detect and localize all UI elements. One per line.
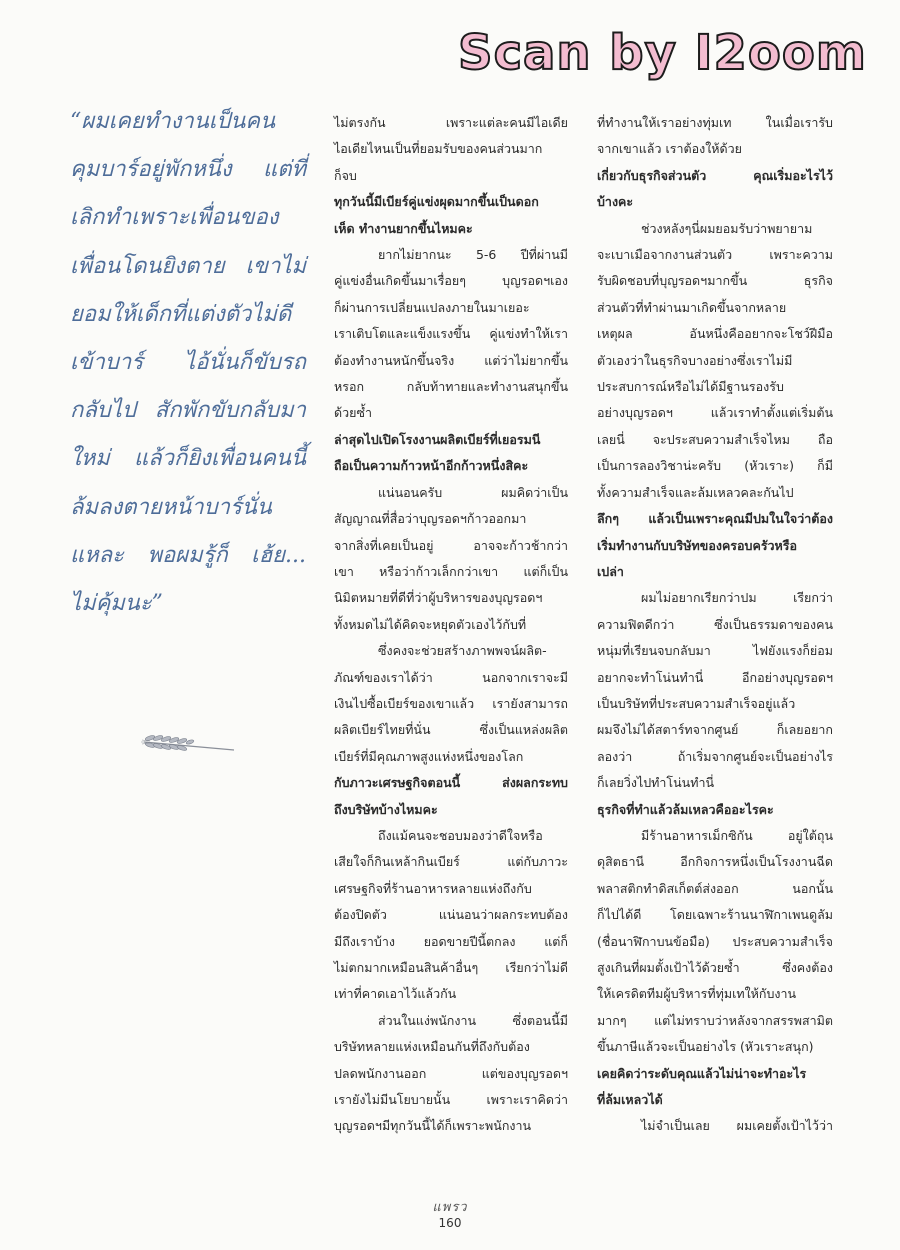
question-line: เกี่ยวกับธุรกิจส่วนตัว คุณเริ่มอะไรไว้: [597, 167, 833, 183]
body-text-line: อย่างบุญรอดฯ แล้วเราทำตั้งแต่เริ่มต้น: [597, 405, 833, 421]
body-text-line: แน่นอนครับ ผมคิดว่าเป็น: [378, 484, 568, 500]
body-text-line: เบียร์ที่มีคุณภาพสูงแห่งหนึ่งของโลก: [334, 748, 524, 764]
body-text-line: ถึงแม้คนจะชอบมองว่าดีใจหรือ: [378, 827, 543, 843]
page-number: 160: [438, 1216, 462, 1230]
body-text-line: ไม่ตรงกัน เพราะแต่ละคนมีไอเดีย: [334, 115, 568, 130]
body-text-line: สัญญาณที่สื่อว่าบุญรอดฯก้าวออกมา: [334, 511, 527, 527]
body-text-line: ตัวเองว่าในธุรกิจบางอย่างซึ่งเราไม่มี: [597, 352, 793, 368]
body-text-line: พลาสติกทำดิสเก็ตต์ส่งออก นอกนั้น: [597, 880, 833, 896]
pull-quote-line: “ผมเคยทำงานเป็นคน: [70, 109, 276, 134]
body-text-line: ต้องทำงานหนักขึ้นจริง แต่ว่าไม่ยากขึ้น: [334, 352, 568, 368]
body-text-line: ความฟิตดีกว่า ซึ่งเป็นธรรมดาของคน: [597, 616, 833, 632]
pull-quote-line: เข้าบาร์ ไอ้นั่นก็ขับรถ: [70, 350, 306, 376]
body-text-line: เป็นการลองวิชาน่ะครับ (หัวเราะ) ก็มี: [597, 458, 833, 474]
pull-quote-line: ล้มลงตายหน้าบาร์นั่น: [70, 494, 272, 520]
body-text-line: ผมจึงไม่ได้สตาร์ทจากศูนย์ ก็เลยอยาก: [597, 722, 833, 738]
body-text-line: มีถึงเราบ้าง ยอดขายปีนี้ตกลง แต่ก็: [334, 933, 568, 949]
body-text-line: จะเบาเมือจากงานส่วนตัว เพราะความ: [597, 247, 833, 263]
question-line: เคยคิดว่าระดับคุณแล้วไม่น่าจะทำอะไร: [597, 1065, 807, 1081]
pull-quote: [70, 98, 306, 628]
body-text-line: เหตุผล อันหนึ่งคืออยากจะโชว์ฝีมือ: [597, 326, 833, 342]
body-text-line: ให้เครดิตทีมผู้บริหารที่ทุ่มเทให้กับงาน: [597, 986, 797, 1002]
body-text-line: เขา หรือว่าก้าวเล็กกว่าเขา แต่ก็เป็น: [334, 563, 568, 579]
question-line: ธุรกิจที่ทำแล้วล้มเหลวคืออะไรคะ: [597, 801, 774, 817]
scan-watermark: Scan by I2oom: [458, 25, 867, 81]
body-text-line: บุญรอดฯมีทุกวันนี้ได้ก็เพราะพนักงาน: [334, 1118, 532, 1134]
body-text-line: รับผิดชอบที่บุญรอดฯมากขึ้น ธุรกิจ: [597, 273, 833, 289]
body-text-line: มากๆ แต่ไม่ทราบว่าหลังจากสรรพสามิต: [597, 1012, 833, 1028]
question-line: กับภาวะเศรษฐกิจตอนนี้ ส่งผลกระทบ: [334, 775, 568, 791]
pull-quote-line: ใหม่ แล้วก็ยิงเพื่อนคนนี้: [70, 446, 306, 472]
body-text-line: ดุสิตธานี อีกกิจการหนึ่งเป็นโรงงานฉีด: [597, 854, 833, 870]
body-text-line: ขึ้นภาษีแล้วจะเป็นอย่างไร (หัวเราะสนุก): [597, 1039, 814, 1055]
body-text-line: ผลิตเบียร์ไทยที่นั่น ซึ่งเป็นแหล่งผลิต: [334, 722, 568, 738]
wheat-ornament-icon: [140, 720, 236, 754]
body-text-line: เราเติบโตและแข็งแรงขึ้น คู่แข่งทำให้เรา: [334, 326, 568, 342]
article-column-middle: [334, 110, 568, 1140]
body-text-line: ก็เลยวิ่งไปทำโน่นทำนี่: [597, 775, 715, 791]
body-text-line: ส่วนตัวที่ทำผ่านมาเกิดขึ้นจากหลาย: [597, 299, 787, 315]
article-column-right: [597, 110, 833, 1140]
body-text-line: ช่วงหลังๆนี่ผมยอมรับว่าพยายาม: [641, 220, 813, 236]
body-text-line: ยากไม่ยากนะ 5-6 ปีที่ผ่านมี: [378, 247, 568, 263]
pull-quote-line: เพื่อนโดนยิงตาย เขาไม่: [70, 253, 306, 279]
body-text-line: จากเขาแล้ว เราต้องให้ด้วย: [597, 141, 742, 157]
body-text-line: เป็นบริษัทที่ประสบความสำเร็จอยู่แล้ว: [597, 695, 796, 711]
body-text-line: เรายังไม่มีนโยบายนั้น เพราะเราคิดว่า: [334, 1092, 568, 1108]
body-text-line: ก็ผ่านการเปลี่ยนแปลงภายในมาเยอะ: [334, 299, 530, 315]
pull-quote-line: ไม่คุ้มนะ”: [70, 591, 163, 617]
magazine-logo: แพรว: [432, 1200, 468, 1215]
body-text-line: ประสบการณ์หรือไม่ได้มีฐานรองรับ: [597, 379, 784, 395]
question-line: ล่าสุดไปเปิดโรงงานผลิตเบียร์ที่เยอรมนี: [334, 431, 541, 447]
pull-quote-line: ยอมให้เด็กที่แต่งตัวไม่ดี: [70, 301, 292, 327]
body-text-line: (ชื่อนาฬิกาบนข้อมือ) ประสบความสำเร็จ: [597, 933, 833, 949]
body-text-line: ไม่ตกมากเหมือนสินค้าอื่นๆ เรียกว่าไม่ดี: [334, 960, 568, 975]
body-text-line: นิมิตหมายที่ดีที่ว่าผู้บริหารของบุญรอดฯ: [334, 590, 543, 606]
body-text-line: ด้วยซ้ำ: [334, 405, 372, 421]
body-text-line: อยากจะทำโน่นทำนี่ อีกอย่างบุญรอดฯ: [597, 669, 833, 685]
pull-quote-line: กลับไป สักพักขับกลับมา: [70, 398, 306, 424]
body-text-line: เศรษฐกิจที่ร้านอาหารหลายแห่งถึงกับ: [334, 880, 532, 896]
body-text-line: คู่แข่งอื่นเกิดขึ้นมาเรื่อยๆ บุญรอดฯเอง: [334, 273, 568, 289]
body-text-line: ที่ทำงานให้เราอย่างทุ่มเท ในเมื่อเรารับ: [597, 115, 833, 130]
question-line: เห็ด ทำงานยากขึ้นไหมคะ: [334, 220, 473, 236]
body-text-line: บริษัทหลายแห่งเหมือนกันที่ถึงกับต้อง: [334, 1039, 530, 1055]
body-text-line: จากสิ่งที่เคยเป็นอยู่ อาจจะก้าวช้ากว่า: [334, 537, 568, 553]
body-text-line: ก็จบ: [334, 167, 357, 183]
body-text-line: หนุ่มที่เรียนจบกลับมา ไฟยังแรงก็ย่อม: [597, 643, 833, 659]
body-text-line: เงินไปซื้อเบียร์ของเขาแล้ว เรายังสามารถ: [334, 695, 568, 711]
question-line: ถึงบริษัทบ้างไหมคะ: [334, 801, 438, 817]
body-text-line: สูงเกินที่ผมตั้งเป้าไว้ด้วยซ้ำ ซึ่งคงต้อง: [597, 960, 833, 975]
pull-quote-line: เลิกทำเพราะเพื่อนของ: [70, 205, 279, 231]
body-text-line: เสียใจก็กินเหล้ากินเบียร์ แต่กับภาวะ: [334, 854, 568, 870]
body-text-line: เลยนี่ จะประสบความสำเร็จไหม ถือ: [597, 431, 833, 447]
question-line: บ้างคะ: [597, 194, 634, 210]
body-text-line: ปลดพนักงานออก แต่ของบุญรอดฯ: [334, 1065, 568, 1081]
body-text-line: ภัณฑ์ของเราได้ว่า นอกจากเราจะมี: [334, 669, 568, 685]
body-text-line: ส่วนในแง่พนักงาน ซึ่งตอนนี้มี: [378, 1012, 568, 1028]
question-line: เริ่มทำงานกับบริษัทของครอบครัวหรือ: [597, 537, 798, 553]
body-text-line: มีร้านอาหารเม็กซิกัน อยู่ใต้ถุน: [641, 827, 833, 843]
body-text-line: ซึ่งคงจะช่วยสร้างภาพพจน์ผลิต-: [378, 643, 547, 659]
question-line: ที่ล้มเหลวได้: [597, 1092, 663, 1108]
question-line: ถือเป็นความก้าวหน้าอีกก้าวหนึ่งสิคะ: [334, 458, 529, 474]
body-text-line: ทั้งความสำเร็จและล้มเหลวคละกันไป: [597, 484, 794, 500]
pull-quote-line: แหละ พอผมรู้ก็ เฮ้ย...: [70, 542, 306, 568]
body-text-line: ผมไม่อยากเรียกว่าปม เรียกว่า: [641, 590, 833, 606]
question-line: ทุกวันนี้มีเบียร์คู่แข่งผุดมากขึ้นเป็นดอก: [334, 194, 539, 210]
question-line: ลึกๆ แล้วเป็นเพราะคุณมีปมในใจว่าต้อง: [597, 511, 833, 527]
body-text-line: ก็ไปได้ดี โดยเฉพาะร้านนาฬิกาเพนดูลัม: [597, 907, 833, 923]
pull-quote-line: คุมบาร์อยู่พักหนึ่ง แต่ที่: [70, 157, 306, 183]
body-text-line: ไม่จำเป็นเลย ผมเคยตั้งเป้าไว้ว่า: [641, 1118, 833, 1134]
body-text-line: ต้องปิดตัว แน่นอนว่าผลกระทบต้อง: [334, 907, 568, 923]
body-text-line: เท่าที่คาดเอาไว้แล้วกัน: [334, 986, 457, 1002]
body-text-line: ไอเดียไหนเป็นที่ยอมรับของคนส่วนมาก: [334, 141, 543, 157]
body-text-line: หรอก กลับท้าทายและทำงานสนุกขึ้น: [334, 379, 568, 395]
question-line: เปล่า: [597, 563, 624, 579]
body-text-line: ทั้งหมดไม่ได้คิดจะหยุดตัวเองไว้กับที่: [334, 616, 527, 632]
body-text-line: ลองว่า ถ้าเริ่มจากศูนย์จะเป็นอย่างไร: [597, 748, 833, 764]
